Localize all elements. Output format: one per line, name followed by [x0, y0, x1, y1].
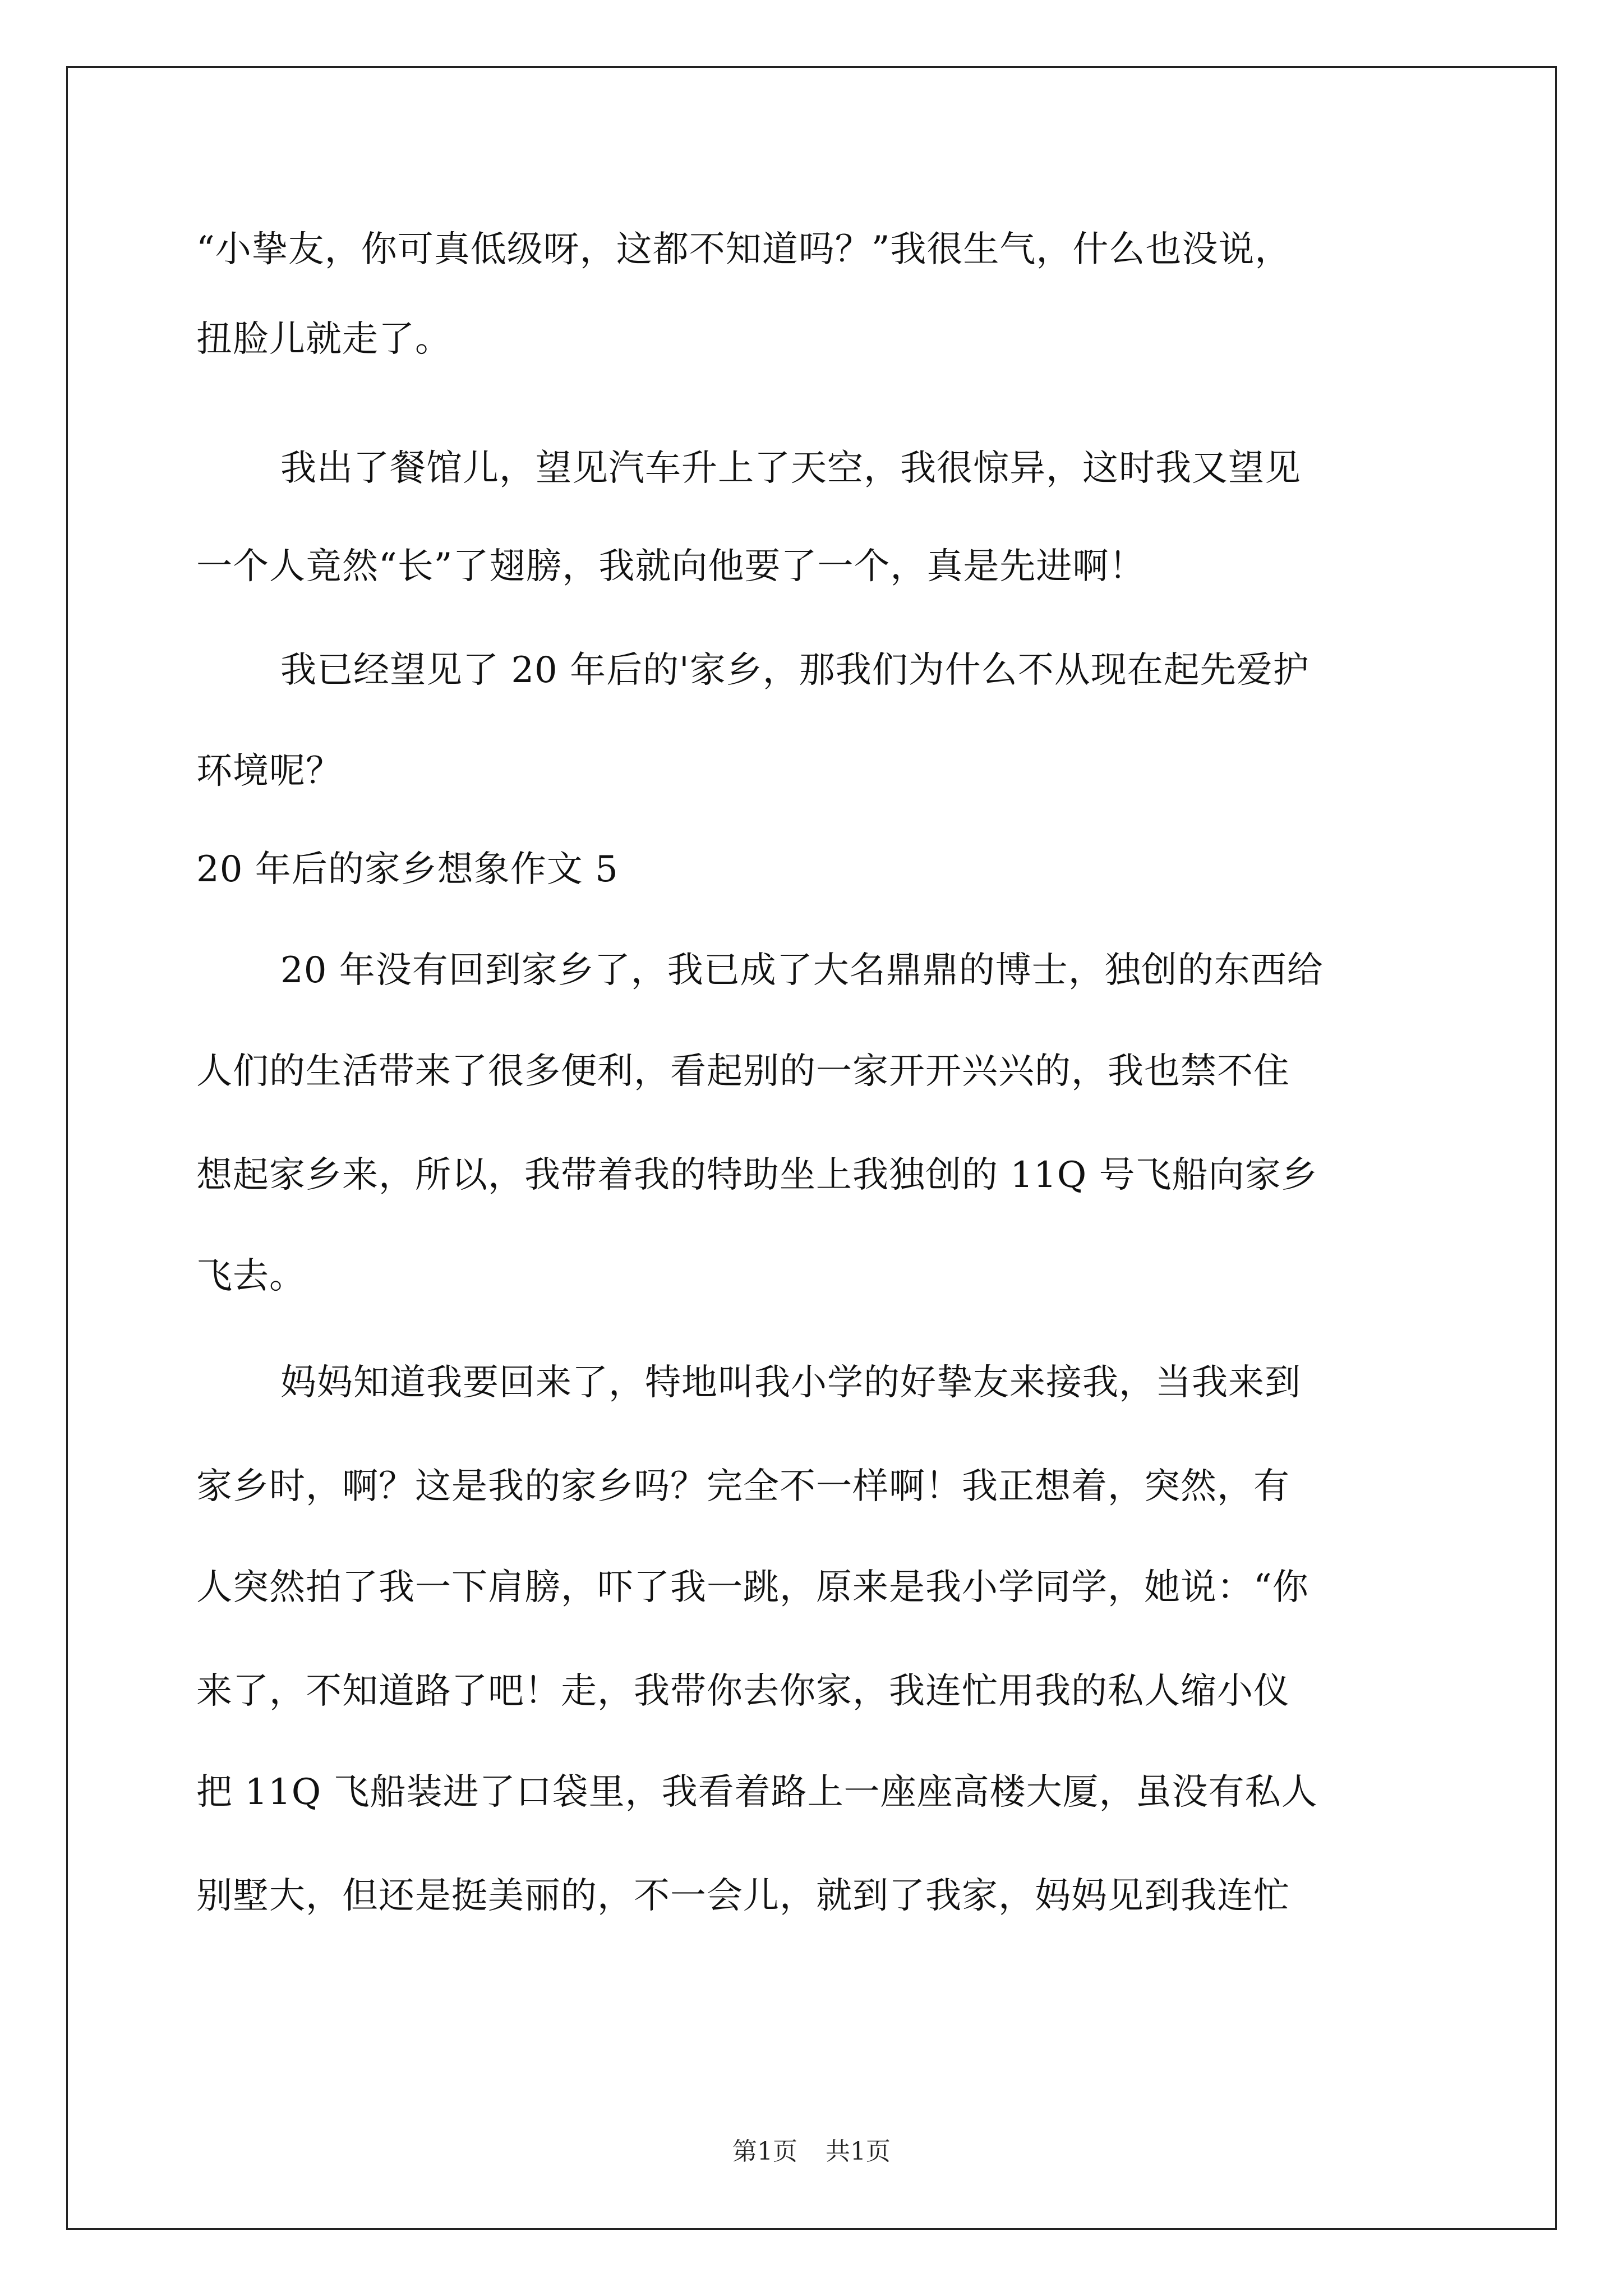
text-line: “小挚友，你可真低级呀，这都不知道吗？”我很生气，什么也没说，: [196, 229, 1292, 270]
text-line: 别墅大，但还是挺美丽的，不一会儿，就到了我家，妈妈见到我连忙: [196, 1875, 1290, 1917]
text-line: 把 11Q 飞船装进了口袋里，我看着路上一座座高楼大厦，虽没有私人: [196, 1772, 1318, 1813]
text-line: 人突然拍了我一下肩膀，吓了我一跳，原来是我小学同学，她说：“你: [196, 1567, 1309, 1608]
text-line: 想起家乡来，所以，我带着我的特助坐上我独创的 11Q 号飞船向家乡: [196, 1154, 1318, 1196]
page-number: 第1页: [732, 2137, 797, 2166]
text-line: 妈妈知道我要回来了，特地叫我小学的好挚友来接我，当我来到: [280, 1362, 1301, 1404]
text-line: 环境呢？: [196, 751, 342, 792]
text-line: 扭脸儿就走了。: [196, 319, 451, 360]
text-line: 一个人竟然“长”了翅膀，我就向他要了一个，真是先进啊！: [196, 546, 1146, 587]
text-line: 飞去。: [196, 1255, 306, 1297]
text-line: 20 年没有回到家乡了，我已成了大名鼎鼎的博士，独创的东西给: [280, 950, 1324, 991]
section-heading: 20 年后的家乡想象作文 5: [196, 849, 619, 890]
text-line: 来了，不知道路了吧！走，我带你去你家，我连忙用我的私人缩小仪: [196, 1671, 1290, 1712]
text-line: 家乡时，啊？这是我的家乡吗？完全不一样啊！我正想着，突然，有: [196, 1466, 1290, 1507]
page-total: 共1页: [826, 2137, 891, 2166]
text-line: 我已经望见了 20 年后的'家乡，那我们为什么不从现在起先爱护: [280, 650, 1310, 691]
text-line: 人们的生活带来了很多便利，看起别的一家开开兴兴的，我也禁不住: [196, 1051, 1290, 1092]
text-line: 我出了餐馆儿，望见汽车升上了天空，我很惊异，这时我又望见: [280, 448, 1301, 489]
page-footer: [0, 2136, 1623, 2168]
